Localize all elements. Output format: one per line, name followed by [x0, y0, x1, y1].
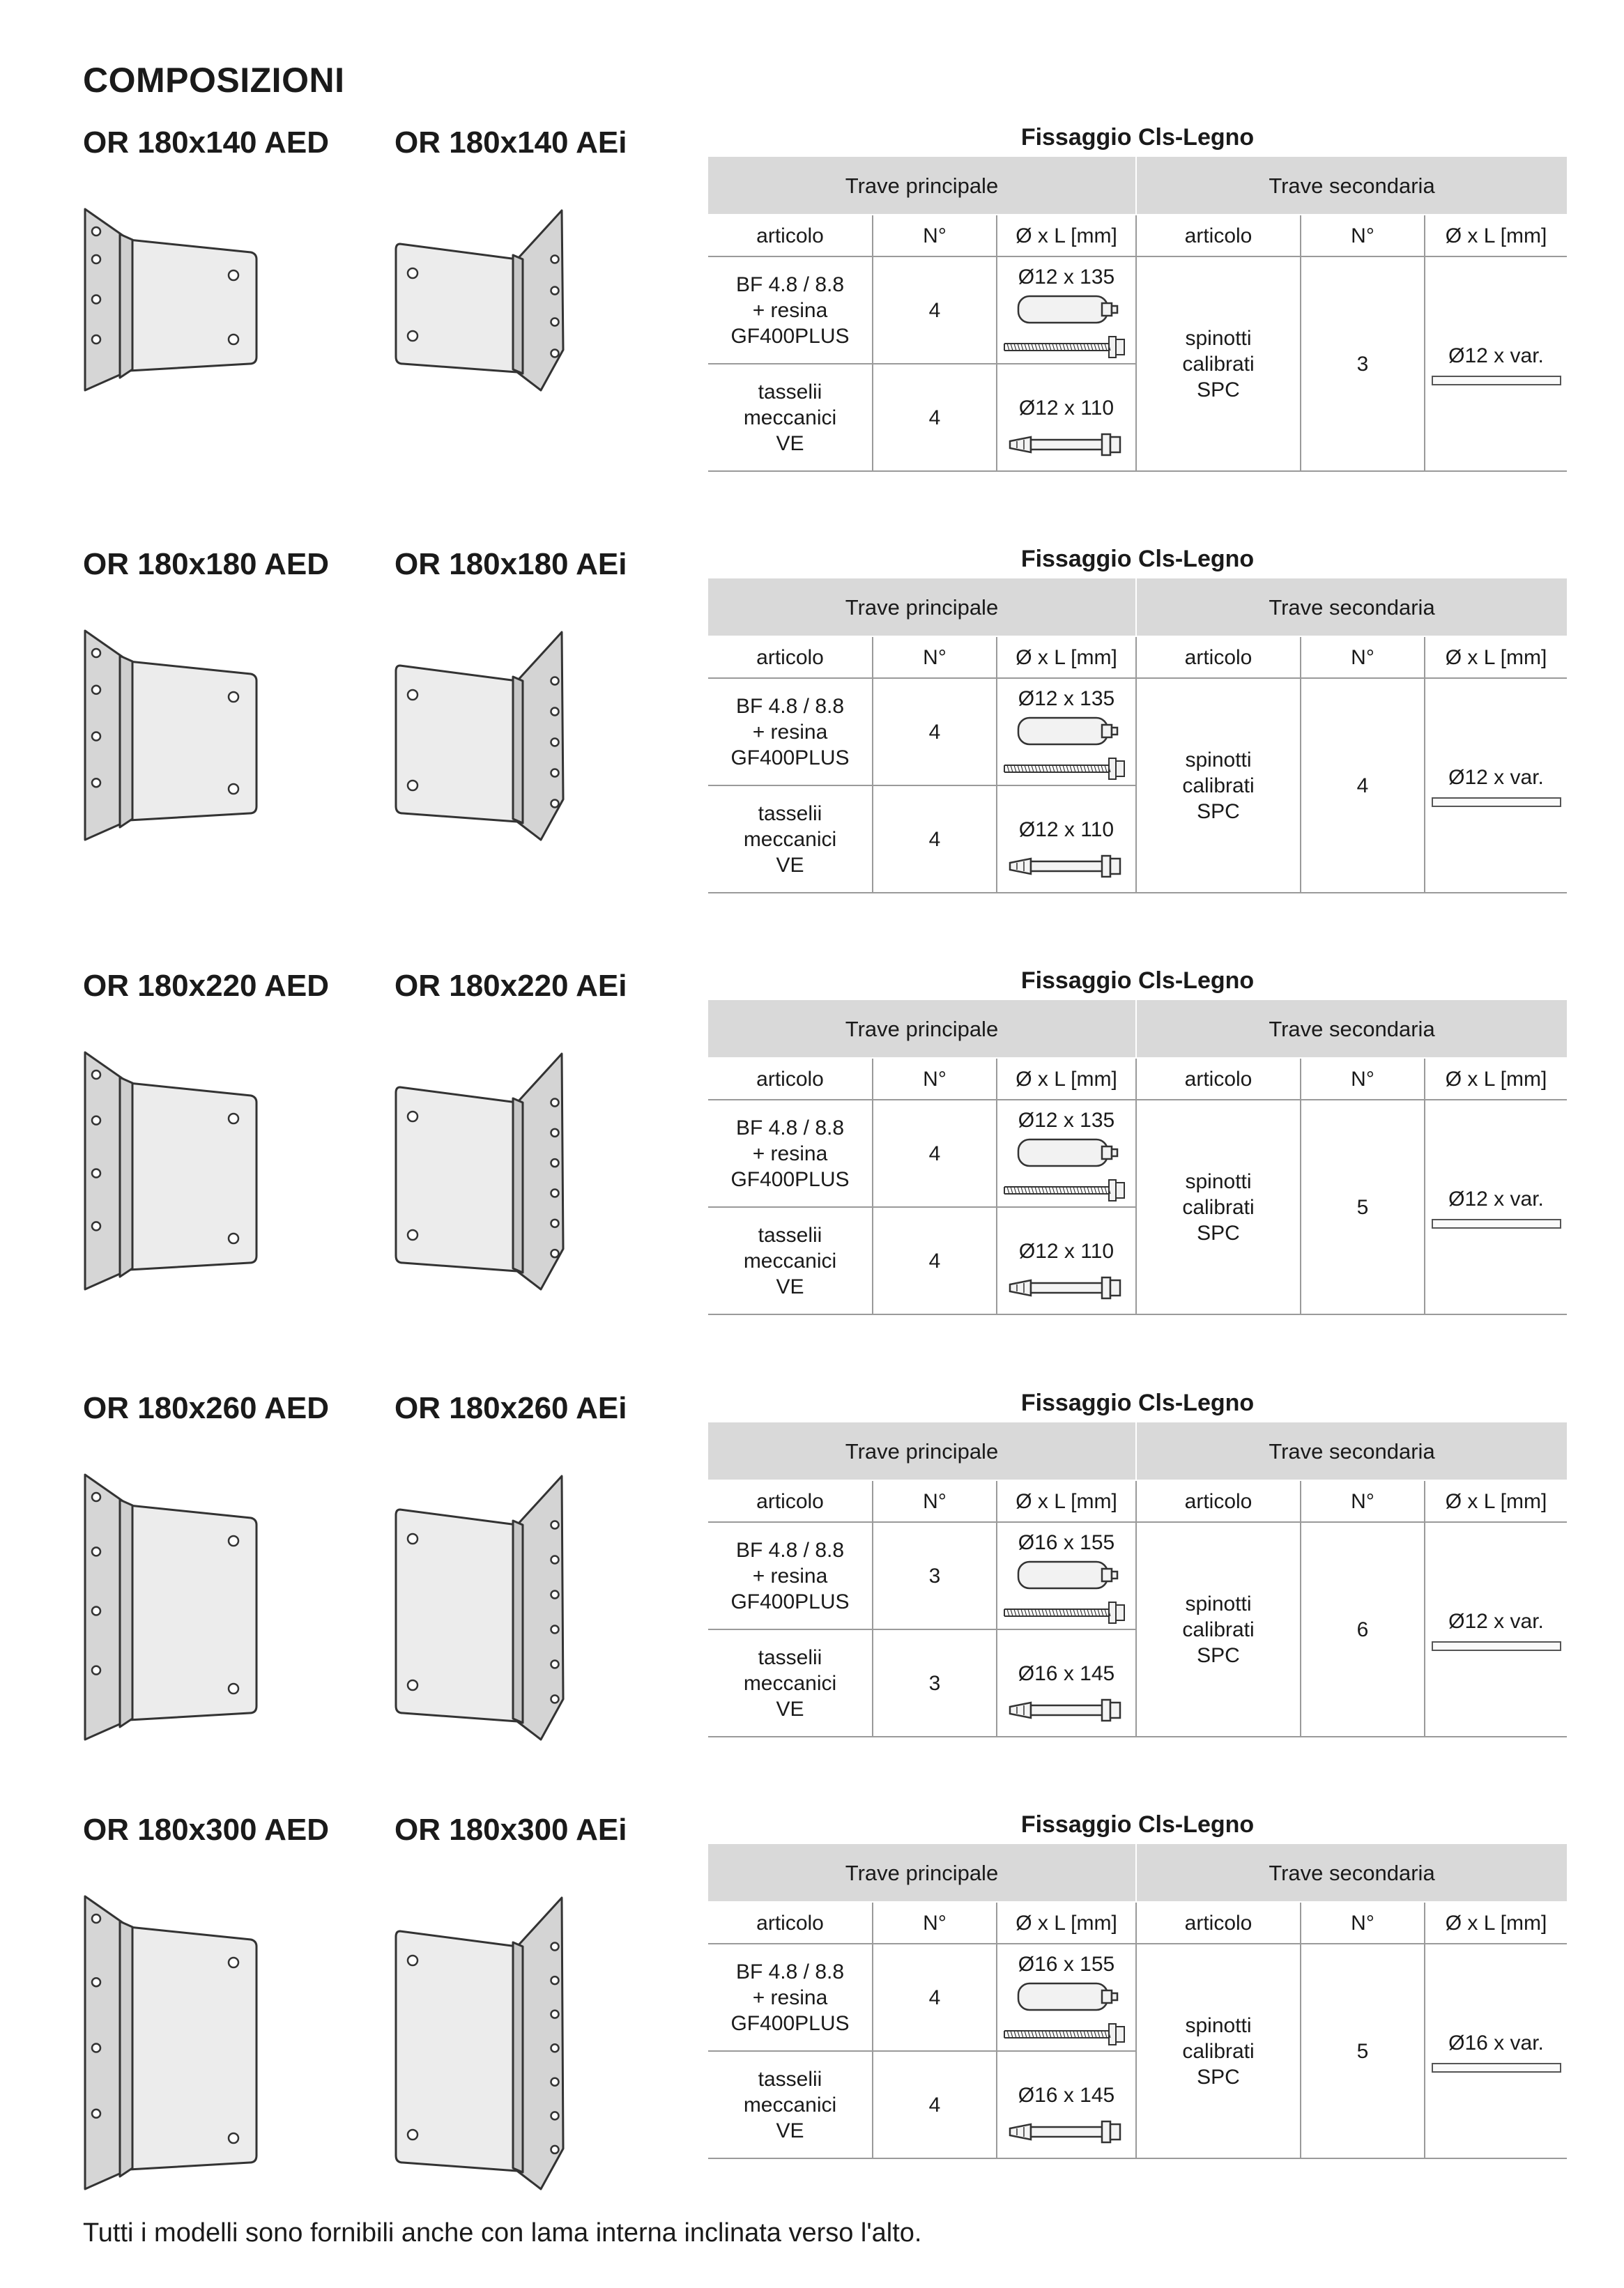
aei-bracket-image [388, 1891, 569, 2201]
dowel-pin-icon [1432, 376, 1561, 385]
size-label: Ø16 x 155 [1018, 1531, 1115, 1554]
article-line: calibrati [1182, 1195, 1255, 1219]
aed-model-name: OR 180x300 AED [83, 1813, 330, 1847]
col-size: Ø x L [mm] [1425, 1480, 1567, 1522]
article-line: GF400PLUS [730, 746, 850, 769]
main-count-1: 4 [873, 256, 997, 364]
col-article: articolo [708, 1480, 873, 1522]
article-line: SPC [1197, 1221, 1240, 1245]
aei-bracket-image [388, 1047, 569, 1301]
main-count-2: 4 [873, 364, 997, 471]
article-line: BF 4.8 / 8.8 [735, 1960, 845, 1983]
composition-block [0, 547, 1624, 965]
article-line: SPC [1197, 378, 1240, 401]
aed-model-name: OR 180x140 AED [83, 125, 330, 160]
secondary-beam-header: Trave secondaria [1136, 157, 1567, 215]
article-line: VE [776, 431, 804, 455]
article-line: spinotti [1185, 326, 1252, 350]
article-line: VE [776, 2119, 804, 2142]
article-line: tasselii [758, 1223, 822, 1247]
article-line: SPC [1197, 2065, 1240, 2089]
composition-block [0, 1391, 1624, 1809]
col-size: Ø x L [mm] [1425, 636, 1567, 678]
article-line: + resina [752, 720, 828, 744]
col-article: articolo [1136, 1902, 1301, 1944]
table-caption: Fissaggio Cls-Legno [1020, 1811, 1255, 1838]
secondary-article [1136, 678, 1301, 893]
article-line: + resina [752, 1564, 828, 1588]
secondary-count: 5 [1301, 1100, 1425, 1314]
col-number: N° [873, 1902, 997, 1944]
aei-bracket-drawing [388, 625, 569, 848]
secondary-article [1136, 1944, 1301, 2158]
article-line: calibrati [1182, 2039, 1255, 2063]
main-article-2 [708, 785, 873, 893]
col-article: articolo [1136, 1480, 1301, 1522]
article-line: BF 4.8 / 8.8 [735, 272, 845, 296]
main-beam-header: Trave principale [708, 1000, 1136, 1058]
aei-bracket-image [388, 204, 569, 402]
col-size: Ø x L [mm] [1425, 1058, 1567, 1100]
col-article: articolo [708, 636, 873, 678]
aei-model-name: OR 180x140 AEi [394, 125, 627, 160]
article-line: tasselii [758, 1645, 822, 1669]
fixing-table [708, 1844, 1567, 2159]
article-line: GF400PLUS [730, 324, 850, 348]
article-line: SPC [1197, 1643, 1240, 1667]
dowel-pin-icon [1432, 1641, 1561, 1651]
footer-note: Tutti i modelli sono fornibili anche con lama interna inclinata verso l'alto. [83, 2218, 922, 2248]
table-caption: Fissaggio Cls-Legno [1020, 124, 1255, 151]
col-size: Ø x L [mm] [997, 1058, 1136, 1100]
secondary-size [1425, 1100, 1567, 1314]
aed-bracket-drawing [77, 204, 258, 399]
main-count-1: 3 [873, 1522, 997, 1629]
col-article: articolo [708, 1058, 873, 1100]
col-number: N° [873, 215, 997, 256]
page-title: COMPOSIZIONI [83, 61, 345, 100]
col-article: articolo [1136, 1058, 1301, 1100]
main-article-2 [708, 364, 873, 471]
size-label: Ø12 x 135 [1018, 266, 1115, 289]
aed-bracket-image [77, 204, 258, 402]
aed-bracket-drawing [77, 1891, 258, 2197]
main-article-2 [708, 1207, 873, 1314]
col-number: N° [1301, 1902, 1425, 1944]
main-size-2 [997, 1207, 1136, 1314]
aei-model-name: OR 180x300 AEi [394, 1813, 627, 1847]
aei-bracket-drawing [388, 1891, 569, 2197]
size-label: Ø12 x var. [1448, 1609, 1544, 1633]
col-article: articolo [1136, 636, 1301, 678]
fixing-table [708, 1000, 1567, 1315]
main-count-2: 3 [873, 1629, 997, 1737]
aei-bracket-image [388, 625, 569, 852]
article-line: SPC [1197, 799, 1240, 823]
composition-block [0, 1813, 1624, 2231]
article-line: spinotti [1185, 748, 1252, 771]
col-number: N° [873, 1480, 997, 1522]
article-line: meccanici [743, 1249, 837, 1273]
main-count-1: 4 [873, 1944, 997, 2051]
article-line: spinotti [1185, 2013, 1252, 2037]
main-size-2 [997, 364, 1136, 471]
secondary-size [1425, 1522, 1567, 1737]
main-size-2 [997, 1629, 1136, 1737]
main-size-2 [997, 785, 1136, 893]
article-line: BF 4.8 / 8.8 [735, 1116, 845, 1139]
size-label: Ø16 x 145 [1018, 1662, 1115, 1685]
size-label: Ø16 x 145 [1018, 2084, 1115, 2107]
aei-bracket-drawing [388, 1469, 569, 1748]
article-line: BF 4.8 / 8.8 [735, 694, 845, 718]
main-article-1 [708, 678, 873, 785]
col-size: Ø x L [mm] [1425, 215, 1567, 256]
article-line: + resina [752, 298, 828, 322]
main-beam-header: Trave principale [708, 1422, 1136, 1480]
composition-block [0, 125, 1624, 544]
article-line: spinotti [1185, 1592, 1252, 1615]
size-label: Ø12 x var. [1448, 344, 1544, 367]
col-number: N° [1301, 636, 1425, 678]
main-article-1 [708, 1944, 873, 2051]
secondary-article [1136, 256, 1301, 471]
col-number: N° [1301, 1480, 1425, 1522]
col-article: articolo [1136, 215, 1301, 256]
secondary-beam-header: Trave secondaria [1136, 1844, 1567, 1902]
aei-model-name: OR 180x220 AEi [394, 969, 627, 1003]
dowel-pin-icon [1432, 1219, 1561, 1229]
main-article-1 [708, 1100, 873, 1207]
table-caption: Fissaggio Cls-Legno [1020, 1390, 1255, 1416]
article-line: tasselii [758, 801, 822, 825]
aed-model-name: OR 180x180 AED [83, 547, 330, 581]
col-number: N° [1301, 1058, 1425, 1100]
article-line: VE [776, 1697, 804, 1721]
main-article-2 [708, 2051, 873, 2158]
main-size-1 [997, 256, 1136, 364]
aed-model-name: OR 180x220 AED [83, 969, 330, 1003]
aei-model-name: OR 180x180 AEi [394, 547, 627, 581]
secondary-article [1136, 1100, 1301, 1314]
col-size: Ø x L [mm] [997, 1902, 1136, 1944]
secondary-beam-header: Trave secondaria [1136, 1000, 1567, 1058]
article-line: BF 4.8 / 8.8 [735, 1538, 845, 1562]
main-count-1: 4 [873, 1100, 997, 1207]
col-article: articolo [708, 1902, 873, 1944]
main-size-1 [997, 678, 1136, 785]
aed-model-name: OR 180x260 AED [83, 1391, 330, 1425]
secondary-count: 5 [1301, 1944, 1425, 2158]
main-count-2: 4 [873, 2051, 997, 2158]
aed-bracket-drawing [77, 1469, 258, 1748]
secondary-count: 3 [1301, 256, 1425, 471]
aed-bracket-image [77, 1469, 258, 1751]
article-line: GF400PLUS [730, 1167, 850, 1191]
size-label: Ø12 x var. [1448, 765, 1544, 789]
main-count-2: 4 [873, 1207, 997, 1314]
size-label: Ø12 x 110 [1018, 397, 1114, 420]
col-size: Ø x L [mm] [997, 1480, 1136, 1522]
size-label: Ø12 x var. [1448, 1187, 1544, 1211]
main-beam-header: Trave principale [708, 578, 1136, 636]
aei-bracket-drawing [388, 204, 569, 399]
col-size: Ø x L [mm] [1425, 1902, 1567, 1944]
aei-bracket-drawing [388, 1047, 569, 1298]
aei-bracket-image [388, 1469, 569, 1751]
main-count-2: 4 [873, 785, 997, 893]
article-line: meccanici [743, 1671, 837, 1695]
secondary-size [1425, 1944, 1567, 2158]
main-article-2 [708, 1629, 873, 1737]
article-line: VE [776, 1275, 804, 1298]
secondary-size [1425, 256, 1567, 471]
size-label: Ø12 x 135 [1018, 1109, 1115, 1132]
table-caption: Fissaggio Cls-Legno [1020, 967, 1255, 994]
col-number: N° [873, 636, 997, 678]
size-label: Ø12 x 110 [1018, 1240, 1114, 1263]
article-line: calibrati [1182, 1618, 1255, 1641]
col-size: Ø x L [mm] [997, 636, 1136, 678]
secondary-size [1425, 678, 1567, 893]
article-line: GF400PLUS [730, 2011, 850, 2035]
aed-bracket-image [77, 625, 258, 852]
secondary-article [1136, 1522, 1301, 1737]
col-number: N° [1301, 215, 1425, 256]
table-caption: Fissaggio Cls-Legno [1020, 546, 1255, 572]
aei-model-name: OR 180x260 AEi [394, 1391, 627, 1425]
article-line: tasselii [758, 2067, 822, 2091]
secondary-count: 6 [1301, 1522, 1425, 1737]
size-label: Ø12 x 110 [1018, 818, 1114, 841]
article-line: + resina [752, 1986, 828, 2009]
main-count-1: 4 [873, 678, 997, 785]
main-size-1 [997, 1522, 1136, 1629]
article-line: calibrati [1182, 774, 1255, 797]
article-line: meccanici [743, 2093, 837, 2117]
size-label: Ø12 x 135 [1018, 687, 1115, 710]
article-line: tasselii [758, 380, 822, 404]
main-beam-header: Trave principale [708, 157, 1136, 215]
main-size-1 [997, 1100, 1136, 1207]
aed-bracket-drawing [77, 625, 258, 848]
fixing-table [708, 1422, 1567, 1737]
col-article: articolo [708, 215, 873, 256]
secondary-beam-header: Trave secondaria [1136, 1422, 1567, 1480]
main-article-1 [708, 256, 873, 364]
article-line: spinotti [1185, 1169, 1252, 1193]
main-size-2 [997, 2051, 1136, 2158]
article-line: + resina [752, 1142, 828, 1165]
composition-block [0, 969, 1624, 1387]
secondary-count: 4 [1301, 678, 1425, 893]
article-line: meccanici [743, 827, 837, 851]
aed-bracket-drawing [77, 1047, 258, 1298]
aed-bracket-image [77, 1047, 258, 1301]
fixing-table [708, 578, 1567, 893]
article-line: meccanici [743, 406, 837, 429]
size-label: Ø16 x var. [1448, 2031, 1544, 2055]
aed-bracket-image [77, 1891, 258, 2201]
main-size-1 [997, 1944, 1136, 2051]
article-line: VE [776, 853, 804, 877]
col-number: N° [873, 1058, 997, 1100]
secondary-beam-header: Trave secondaria [1136, 578, 1567, 636]
dowel-pin-icon [1432, 2063, 1561, 2073]
col-size: Ø x L [mm] [997, 215, 1136, 256]
dowel-pin-icon [1432, 797, 1561, 807]
article-line: GF400PLUS [730, 1590, 850, 1613]
size-label: Ø16 x 155 [1018, 1953, 1115, 1976]
main-article-1 [708, 1522, 873, 1629]
main-beam-header: Trave principale [708, 1844, 1136, 1902]
fixing-table [708, 157, 1567, 472]
article-line: calibrati [1182, 352, 1255, 376]
